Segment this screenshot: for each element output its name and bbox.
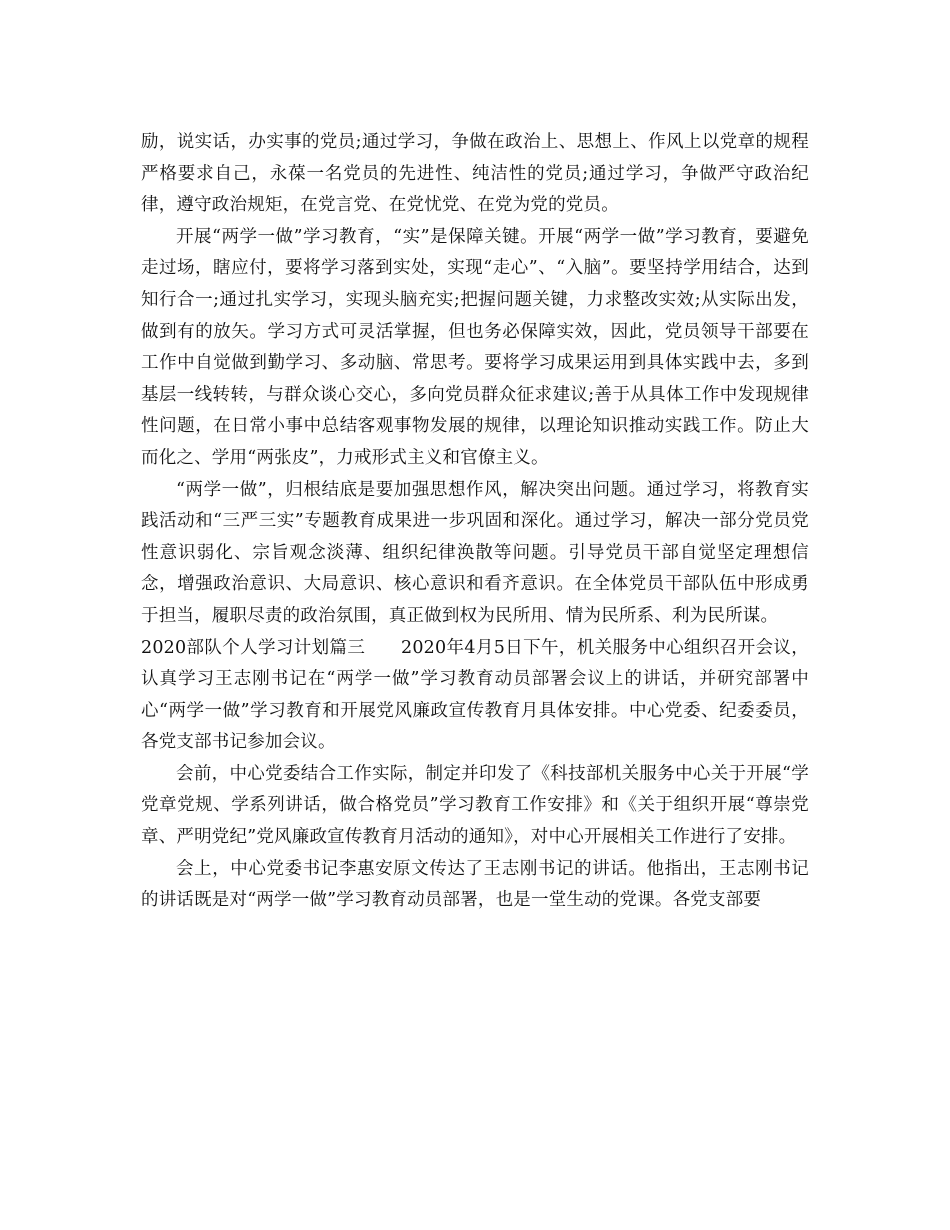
paragraph-6: 会上，中心党委书记李惠安原文传达了王志刚书记的讲话。他指出，王志刚书记的讲话既是对“两学一做”学习教育动员部署，也是一堂生动的党课。各党支部要	[141, 858, 809, 911]
paragraph-3: “两学一做”，归根结底是要加强思想作风，解决突出问题。通过学习，将教育实践活动和“三严三实”专题教育成果进一步巩固和深化。通过学习，解决一部分党员党性意识弱化、宗旨观念淡薄、组织纪律涣散等问题。引导党员干部自觉坚定理想信念，增强政治意识、大局意识、核心意识和看齐意识。在全体党员干部队伍中形成勇于担当，履职尽责的政治氛围，真正做到权为民所用、情为民所系、利为民所谋。	[141, 479, 809, 626]
document-body	[141, 127, 809, 917]
paragraph-4-section-heading: 2020部队个人学习计划篇三 2020年4月5日下午，机关服务中心组织召开会议，认真学习王志刚书记在“两学一做”学习教育动员部署会议上的讲话，并研究部署中心“两学一做”学习教育和开展党风廉政宣传教育月具体安排。中心党委、纪委委员，各党支部书记参加会议。	[141, 637, 809, 753]
paragraph-1: 励，说实话，办实事的党员;通过学习，争做在政治上、思想上、作风上以党章的规程严格要求自己，永葆一名党员的先进性、纯洁性的党员;通过学习，争做严守政治纪律，遵守政治规矩，在党言党、在党忧党、在党为党的党员。	[141, 132, 809, 216]
paragraph-5: 会前，中心党委结合工作实际，制定并印发了《科技部机关服务中心关于开展“学党章党规、学系列讲话，做合格党员”学习教育工作安排》和《关于组织开展“尊崇党章、严明党纪”党风廉政宣传教育月活动的通知》，对中心开展相关工作进行了安排。	[141, 763, 809, 848]
paragraph-2: 开展“两学一做”学习教育，“实”是保障关键。开展“两学一做”学习教育，要避免走过场，瞎应付，要将学习落到实处，实现“走心”、“入脑”。要坚持学用结合，达到知行合一;通过扎实学习，实现头脑充实;把握问题关键，力求整改实效;从实际出发，做到有的放矢。学习方式可灵活掌握，但也务必保障实效，因此，党员领导干部要在工作中自觉做到勤学习、多动脑、常思考。要将学习成果运用到具体实践中去，多到基层一线转转，与群众谈心交心，多向党员群众征求建议;善于从具体工作中发现规律性问题，在日常小事中总结客观事物发展的规律，以理论知识推动实践工作。防止大而化之、学用“两张皮”，力戒形式主义和官僚主义。	[141, 226, 809, 468]
